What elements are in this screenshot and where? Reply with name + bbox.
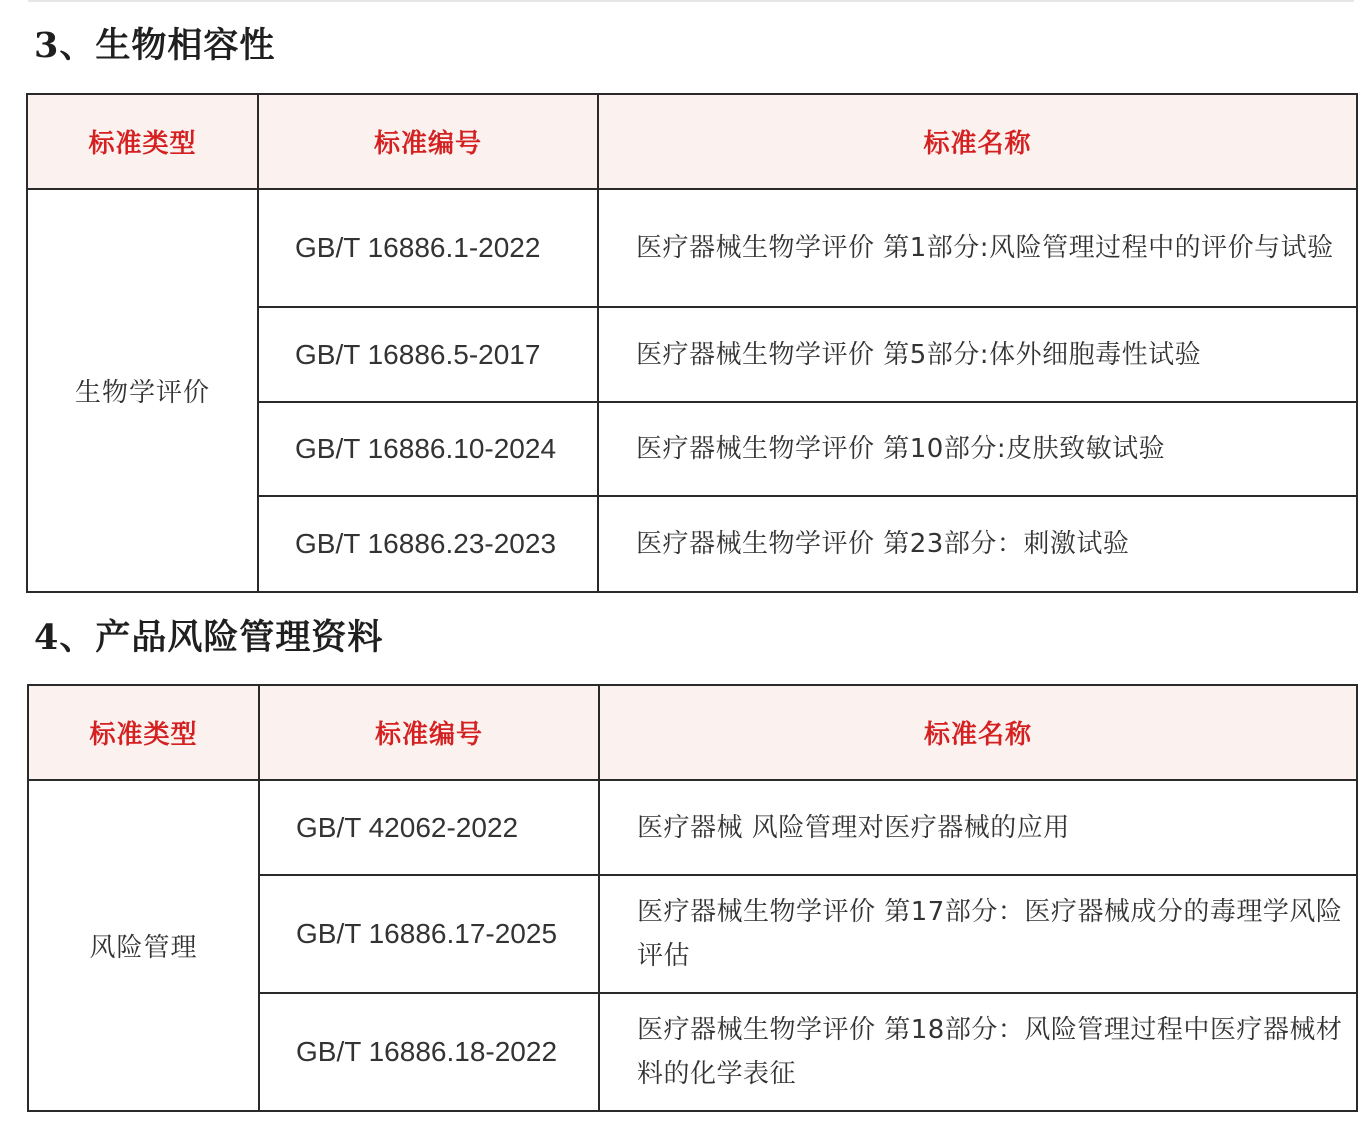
header-standard-name: 标准名称 [599,685,1357,780]
table-header-row [27,94,1357,189]
standard-code-cell: GB/T 16886.23-2023 [258,496,598,592]
standard-name-cell: 医疗器械生物学评价 第5部分:体外细胞毒性试验 [598,307,1357,402]
table-row [27,189,1357,307]
standard-code-cell: GB/T 42062-2022 [259,780,599,875]
section-title-risk-management: 4、产品风险管理资料 [34,617,384,658]
standard-name-cell: 医疗器械生物学评价 第23部分：刺激试验 [598,496,1357,592]
category-cell: 生物学评价 [27,189,258,592]
standards-table-risk-management [27,684,1358,1112]
header-standard-code: 标准编号 [259,685,599,780]
category-cell: 风险管理 [28,780,259,1111]
standard-name-cell: 医疗器械生物学评价 第10部分:皮肤致敏试验 [598,402,1357,496]
standards-table-biocompatibility [26,93,1358,593]
table-header-row [28,685,1357,780]
standard-name-cell: 医疗器械 风险管理对医疗器械的应用 [599,780,1357,875]
standard-code-cell: GB/T 16886.1-2022 [258,189,598,307]
header-standard-code: 标准编号 [258,94,598,189]
standard-name-cell: 医疗器械生物学评价 第18部分：风险管理过程中医疗器械材料的化学表征 [599,993,1357,1111]
header-standard-type: 标准类型 [27,94,258,189]
top-divider [28,0,1354,2]
standard-code-cell: GB/T 16886.18-2022 [259,993,599,1111]
header-standard-name: 标准名称 [598,94,1357,189]
standard-name-cell: 医疗器械生物学评价 第17部分：医疗器械成分的毒理学风险评估 [599,875,1357,993]
table-row [28,780,1357,875]
header-standard-type: 标准类型 [28,685,259,780]
standard-code-cell: GB/T 16886.10-2024 [258,402,598,496]
standard-code-cell: GB/T 16886.17-2025 [259,875,599,993]
standard-code-cell: GB/T 16886.5-2017 [258,307,598,402]
section-title-biocompatibility: 3、生物相容性 [34,25,276,66]
standard-name-cell: 医疗器械生物学评价 第1部分:风险管理过程中的评价与试验 [598,189,1357,307]
